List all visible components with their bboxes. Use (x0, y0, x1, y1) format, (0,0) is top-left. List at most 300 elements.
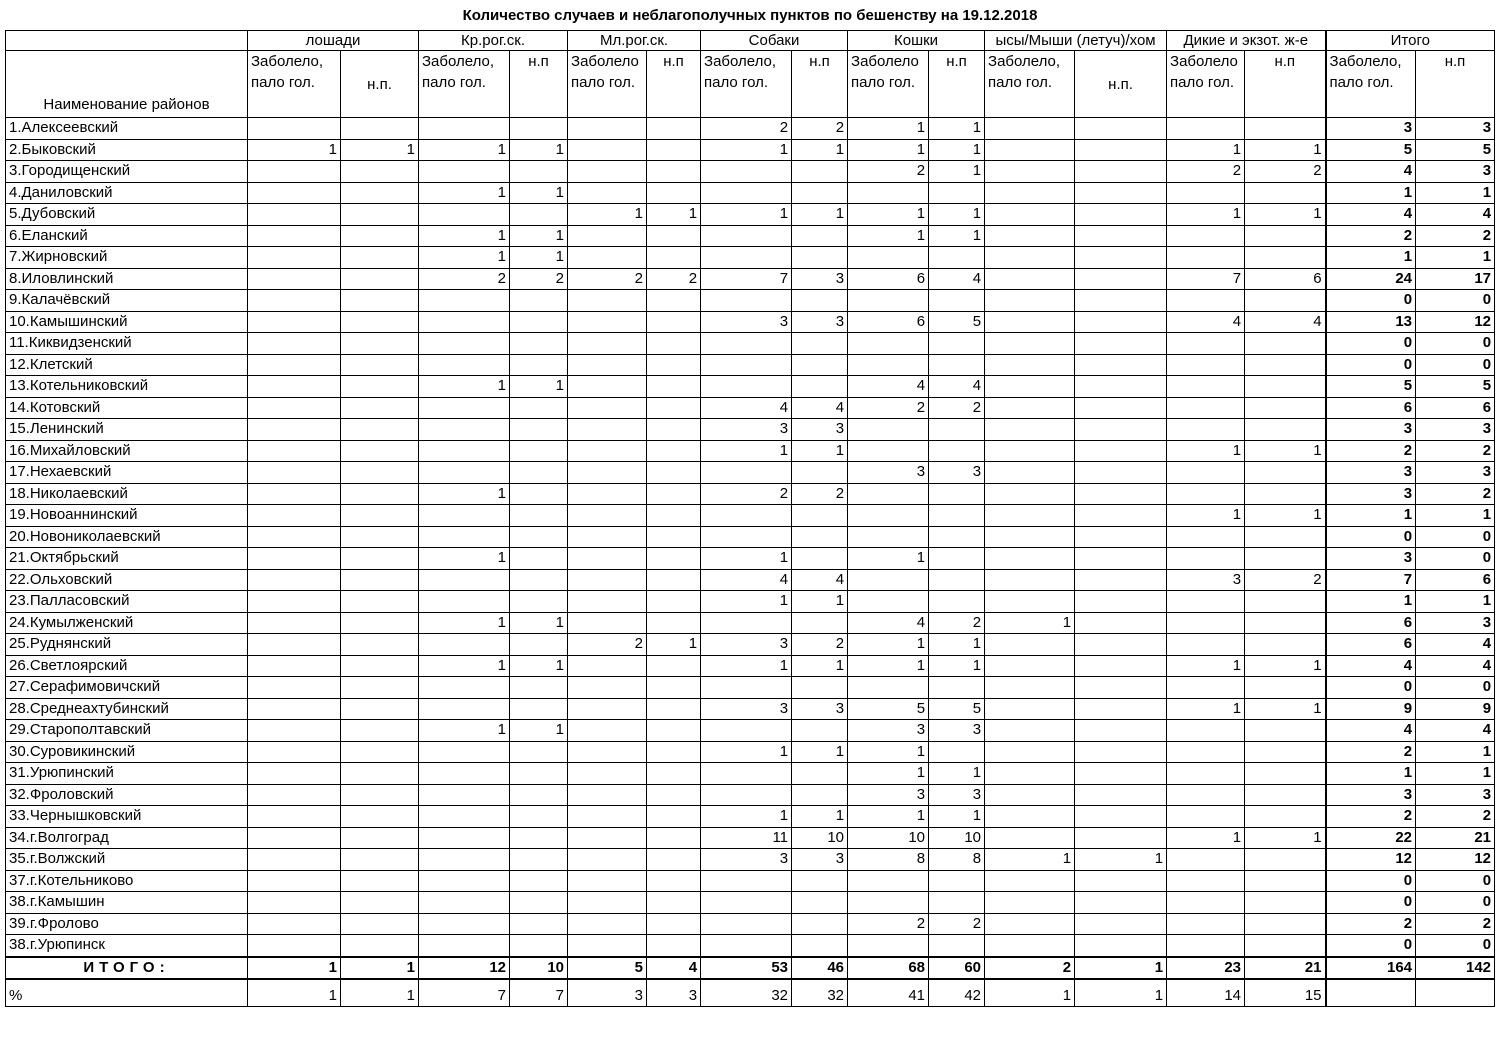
total-small-cattle-cases: 5 (568, 957, 647, 979)
cell-total-cases: 3 (1326, 483, 1416, 505)
cell-cats-points: 3 (929, 462, 985, 484)
cell-cattle-cases: 1 (419, 720, 510, 742)
cell-total-points: 1 (1416, 591, 1495, 613)
cell-horses-cases (248, 268, 341, 290)
cell-cats-points (929, 290, 985, 312)
cell-cattle-cases: 1 (419, 655, 510, 677)
cell-horses-cases (248, 612, 341, 634)
cell-small-cattle-cases (568, 483, 647, 505)
group-header-horses: лошади (248, 31, 419, 51)
cell-rodents-bats-cases (985, 462, 1075, 484)
cell-dogs-points (792, 247, 848, 269)
table-row (6, 849, 1495, 871)
cell-horses-points (341, 612, 419, 634)
cell-cats-cases: 1 (848, 655, 929, 677)
cell-rodents-bats-cases (985, 784, 1075, 806)
sub-header-points-cats: н.п (929, 51, 985, 118)
cell-dogs-points (792, 677, 848, 699)
cell-small-cattle-points: 1 (647, 634, 701, 656)
cell-cats-cases: 3 (848, 784, 929, 806)
cell-small-cattle-points (647, 139, 701, 161)
cell-cattle-points (510, 204, 568, 226)
cell-cattle-cases: 1 (419, 548, 510, 570)
cell-rodents-bats-points (1075, 569, 1167, 591)
cell-cattle-cases (419, 333, 510, 355)
cell-small-cattle-points (647, 720, 701, 742)
district-name: 38.г.Камышин (6, 892, 248, 914)
cell-wild-exotic-points (1245, 913, 1326, 935)
cell-horses-points (341, 655, 419, 677)
header-name-top (6, 31, 248, 51)
cell-wild-exotic-points: 2 (1245, 569, 1326, 591)
table-row (6, 870, 1495, 892)
cell-small-cattle-cases (568, 655, 647, 677)
district-name: 35.г.Волжский (6, 849, 248, 871)
cell-cats-points (929, 935, 985, 957)
cell-total-points: 1 (1416, 182, 1495, 204)
cell-wild-exotic-cases: 7 (1167, 268, 1245, 290)
cell-cattle-points: 1 (510, 720, 568, 742)
cell-horses-cases (248, 161, 341, 183)
cell-wild-exotic-points: 1 (1245, 204, 1326, 226)
cell-cattle-cases (419, 677, 510, 699)
cell-rodents-bats-points (1075, 870, 1167, 892)
cell-total-points: 0 (1416, 333, 1495, 355)
cell-total-points: 12 (1416, 311, 1495, 333)
cell-horses-cases (248, 118, 341, 140)
report-title: Количество случаев и неблагополучных пунктов по бешенству на 19.12.2018 (462, 7, 1038, 24)
cell-horses-points (341, 333, 419, 355)
cell-wild-exotic-cases (1167, 634, 1245, 656)
table-row (6, 569, 1495, 591)
cell-cats-points (929, 354, 985, 376)
cell-cattle-cases (419, 892, 510, 914)
cell-small-cattle-cases (568, 247, 647, 269)
cell-dogs-cases (701, 505, 792, 527)
cell-small-cattle-cases (568, 913, 647, 935)
cell-total-cases: 1 (1326, 247, 1416, 269)
cell-total-points: 1 (1416, 247, 1495, 269)
cell-horses-cases (248, 397, 341, 419)
district-name: 3.Городищенский (6, 161, 248, 183)
district-name: 16.Михайловский (6, 440, 248, 462)
cell-rodents-bats-cases (985, 204, 1075, 226)
cell-cats-cases: 1 (848, 806, 929, 828)
cell-total-points: 0 (1416, 290, 1495, 312)
cell-small-cattle-points (647, 892, 701, 914)
cell-cats-points: 1 (929, 161, 985, 183)
cell-total-cases: 6 (1326, 612, 1416, 634)
name-column-header: Наименование районов (6, 51, 248, 118)
cell-small-cattle-cases (568, 118, 647, 140)
cell-small-cattle-points (647, 333, 701, 355)
cell-wild-exotic-cases (1167, 806, 1245, 828)
cell-small-cattle-cases: 2 (568, 268, 647, 290)
cell-small-cattle-cases (568, 161, 647, 183)
cell-cats-points: 10 (929, 827, 985, 849)
table-row (6, 462, 1495, 484)
cell-total-cases: 2 (1326, 440, 1416, 462)
district-name: 7.Жирновский (6, 247, 248, 269)
cell-cattle-points: 1 (510, 655, 568, 677)
cell-small-cattle-cases (568, 569, 647, 591)
cell-cattle-points: 1 (510, 139, 568, 161)
cell-total-cases: 0 (1326, 526, 1416, 548)
cell-cattle-points: 1 (510, 612, 568, 634)
cell-horses-points (341, 182, 419, 204)
cell-small-cattle-points (647, 849, 701, 871)
cell-horses-points (341, 118, 419, 140)
cell-rodents-bats-points (1075, 806, 1167, 828)
cell-wild-exotic-points: 1 (1245, 440, 1326, 462)
cell-rodents-bats-cases (985, 161, 1075, 183)
table-row (6, 655, 1495, 677)
cell-dogs-cases (701, 333, 792, 355)
cell-horses-cases (248, 569, 341, 591)
cell-rodents-bats-cases (985, 698, 1075, 720)
cell-rodents-bats-points (1075, 182, 1167, 204)
cell-horses-points (341, 763, 419, 785)
table-row (6, 806, 1495, 828)
cell-cats-points (929, 548, 985, 570)
cell-wild-exotic-cases (1167, 419, 1245, 441)
cell-horses-points (341, 569, 419, 591)
cell-cats-cases (848, 290, 929, 312)
cell-small-cattle-points: 1 (647, 204, 701, 226)
table-row (6, 612, 1495, 634)
cell-rodents-bats-points (1075, 741, 1167, 763)
cell-dogs-points (792, 548, 848, 570)
cell-rodents-bats-points (1075, 354, 1167, 376)
cell-rodents-bats-points (1075, 333, 1167, 355)
district-name: 24.Кумылженский (6, 612, 248, 634)
cell-total-cases: 2 (1326, 741, 1416, 763)
cell-cats-points (929, 483, 985, 505)
cell-rodents-bats-points: 1 (1075, 849, 1167, 871)
percent-dogs-cases: 32 (701, 979, 792, 1007)
cell-rodents-bats-cases (985, 569, 1075, 591)
cell-horses-cases (248, 182, 341, 204)
cell-total-cases: 7 (1326, 569, 1416, 591)
percent-dogs-points: 32 (792, 979, 848, 1007)
table-row (6, 118, 1495, 140)
cell-dogs-cases: 11 (701, 827, 792, 849)
cell-rodents-bats-points (1075, 139, 1167, 161)
cell-cats-cases: 10 (848, 827, 929, 849)
cell-small-cattle-cases (568, 784, 647, 806)
total-row (6, 957, 1495, 979)
cell-small-cattle-cases (568, 591, 647, 613)
cell-rodents-bats-points (1075, 784, 1167, 806)
cell-horses-points (341, 290, 419, 312)
cell-cats-cases (848, 440, 929, 462)
total-dogs-points: 46 (792, 957, 848, 979)
cell-cats-cases (848, 354, 929, 376)
cell-cattle-points: 1 (510, 225, 568, 247)
cell-total-points: 1 (1416, 763, 1495, 785)
district-name: 14.Котовский (6, 397, 248, 419)
table-row (6, 333, 1495, 355)
cell-rodents-bats-cases (985, 247, 1075, 269)
cell-dogs-cases (701, 913, 792, 935)
rabies-table (5, 30, 1495, 1007)
cell-small-cattle-cases (568, 440, 647, 462)
cell-rodents-bats-cases (985, 290, 1075, 312)
sub-header-points-cattle: н.п (510, 51, 568, 118)
table-row (6, 634, 1495, 656)
cell-rodents-bats-cases (985, 354, 1075, 376)
cell-cattle-cases: 1 (419, 376, 510, 398)
cell-small-cattle-cases (568, 526, 647, 548)
percent-cats-points: 42 (929, 979, 985, 1007)
district-name: 27.Серафимовичский (6, 677, 248, 699)
cell-total-points: 3 (1416, 784, 1495, 806)
cell-horses-points (341, 634, 419, 656)
cell-wild-exotic-cases: 2 (1167, 161, 1245, 183)
cell-small-cattle-points (647, 483, 701, 505)
cell-dogs-cases: 3 (701, 849, 792, 871)
cell-total-cases: 9 (1326, 698, 1416, 720)
cell-horses-cases (248, 354, 341, 376)
cell-horses-points (341, 806, 419, 828)
cell-cattle-cases (419, 526, 510, 548)
district-name: 4.Даниловский (6, 182, 248, 204)
cell-cattle-cases: 1 (419, 483, 510, 505)
cell-total-cases: 3 (1326, 784, 1416, 806)
cell-horses-cases (248, 376, 341, 398)
cell-cattle-cases (419, 935, 510, 957)
cell-horses-cases (248, 827, 341, 849)
cell-cattle-points (510, 548, 568, 570)
cell-cats-points: 1 (929, 204, 985, 226)
cell-small-cattle-cases (568, 763, 647, 785)
cell-small-cattle-cases (568, 139, 647, 161)
total-cattle-cases: 12 (419, 957, 510, 979)
cell-cattle-cases (419, 741, 510, 763)
cell-dogs-points: 1 (792, 655, 848, 677)
cell-horses-cases (248, 311, 341, 333)
cell-total-points: 0 (1416, 892, 1495, 914)
cell-cats-cases: 4 (848, 612, 929, 634)
percent-cattle-points: 7 (510, 979, 568, 1007)
cell-rodents-bats-points (1075, 118, 1167, 140)
cell-dogs-cases: 1 (701, 655, 792, 677)
cell-wild-exotic-points (1245, 741, 1326, 763)
district-name: 13.Котельниковский (6, 376, 248, 398)
cell-cattle-cases: 1 (419, 247, 510, 269)
cell-cats-points: 1 (929, 634, 985, 656)
cell-cattle-cases (419, 419, 510, 441)
cell-cats-points (929, 892, 985, 914)
cell-rodents-bats-points (1075, 483, 1167, 505)
cell-dogs-points (792, 376, 848, 398)
cell-cats-points: 4 (929, 376, 985, 398)
cell-dogs-points (792, 720, 848, 742)
cell-wild-exotic-points: 4 (1245, 311, 1326, 333)
percent-total-cases (1326, 979, 1416, 1007)
cell-total-points: 6 (1416, 397, 1495, 419)
cell-cattle-points (510, 462, 568, 484)
total-rodents-bats-points: 1 (1075, 957, 1167, 979)
cell-dogs-points: 3 (792, 849, 848, 871)
cell-cats-points (929, 333, 985, 355)
sub-header-points-rodents-bats: н.п. (1075, 51, 1167, 118)
cell-cattle-points (510, 591, 568, 613)
cell-small-cattle-points (647, 763, 701, 785)
cell-total-cases: 4 (1326, 720, 1416, 742)
cell-wild-exotic-points (1245, 720, 1326, 742)
cell-rodents-bats-cases (985, 376, 1075, 398)
cell-small-cattle-points (647, 440, 701, 462)
cell-horses-cases (248, 290, 341, 312)
table-row (6, 268, 1495, 290)
cell-rodents-bats-points (1075, 397, 1167, 419)
cell-dogs-cases: 1 (701, 440, 792, 462)
cell-total-cases: 1 (1326, 505, 1416, 527)
group-header-dogs: Собаки (701, 31, 848, 51)
cell-wild-exotic-points: 1 (1245, 827, 1326, 849)
cell-small-cattle-cases (568, 182, 647, 204)
cell-wild-exotic-points (1245, 397, 1326, 419)
cell-wild-exotic-cases (1167, 290, 1245, 312)
cell-wild-exotic-points (1245, 354, 1326, 376)
cell-small-cattle-cases (568, 333, 647, 355)
cell-cats-cases (848, 591, 929, 613)
cell-rodents-bats-cases (985, 419, 1075, 441)
cell-total-cases: 0 (1326, 935, 1416, 957)
cell-wild-exotic-cases (1167, 247, 1245, 269)
cell-cattle-cases (419, 161, 510, 183)
cell-wild-exotic-points (1245, 333, 1326, 355)
cell-cattle-points (510, 505, 568, 527)
cell-wild-exotic-cases (1167, 741, 1245, 763)
cell-horses-points (341, 462, 419, 484)
cell-dogs-points (792, 612, 848, 634)
cell-wild-exotic-points (1245, 612, 1326, 634)
cell-wild-exotic-cases (1167, 612, 1245, 634)
cell-horses-cases (248, 247, 341, 269)
cell-horses-cases (248, 806, 341, 828)
cell-small-cattle-cases (568, 741, 647, 763)
cell-dogs-points: 1 (792, 741, 848, 763)
cell-cats-points (929, 526, 985, 548)
cell-total-cases: 0 (1326, 354, 1416, 376)
cell-cattle-points (510, 784, 568, 806)
total-horses-cases: 1 (248, 957, 341, 979)
cell-small-cattle-cases (568, 892, 647, 914)
cell-wild-exotic-cases: 1 (1167, 204, 1245, 226)
cell-small-cattle-cases (568, 311, 647, 333)
cell-dogs-points: 1 (792, 440, 848, 462)
cell-wild-exotic-cases: 1 (1167, 139, 1245, 161)
cell-cats-cases: 3 (848, 720, 929, 742)
cell-dogs-cases (701, 870, 792, 892)
cell-small-cattle-cases (568, 462, 647, 484)
percent-total-points (1416, 979, 1495, 1007)
district-name: 33.Чернышковский (6, 806, 248, 828)
table-row (6, 591, 1495, 613)
cell-horses-points (341, 247, 419, 269)
table-row (6, 204, 1495, 226)
table-row (6, 440, 1495, 462)
cell-horses-points (341, 397, 419, 419)
total-cats-cases: 68 (848, 957, 929, 979)
total-small-cattle-points: 4 (647, 957, 701, 979)
sub-header-cases-small-cattle: Заболело пало гол. (568, 51, 647, 118)
district-name: 12.Клетский (6, 354, 248, 376)
cell-dogs-points (792, 161, 848, 183)
cell-cattle-cases (419, 204, 510, 226)
district-name: 38.г.Урюпинск (6, 935, 248, 957)
group-header-rodents-bats: ысы/Мыши (летуч)/хом (985, 31, 1167, 51)
cell-cattle-points (510, 333, 568, 355)
cell-small-cattle-cases (568, 376, 647, 398)
table-row (6, 892, 1495, 914)
cell-dogs-points: 4 (792, 569, 848, 591)
cell-cats-cases: 1 (848, 139, 929, 161)
cell-total-points: 6 (1416, 569, 1495, 591)
cell-total-points: 5 (1416, 139, 1495, 161)
cell-total-points: 4 (1416, 204, 1495, 226)
total-rodents-bats-cases: 2 (985, 957, 1075, 979)
cell-wild-exotic-points: 1 (1245, 139, 1326, 161)
cell-cats-cases: 4 (848, 376, 929, 398)
sub-header-cases-total: Заболело, пало гол. (1326, 51, 1416, 118)
cell-cats-points: 2 (929, 913, 985, 935)
cell-horses-points (341, 698, 419, 720)
cell-cats-cases (848, 935, 929, 957)
cell-cats-points (929, 505, 985, 527)
cell-dogs-cases: 1 (701, 139, 792, 161)
cell-wild-exotic-points (1245, 182, 1326, 204)
cell-cats-points: 1 (929, 763, 985, 785)
cell-wild-exotic-points (1245, 118, 1326, 140)
cell-dogs-cases: 7 (701, 268, 792, 290)
cell-rodents-bats-points (1075, 290, 1167, 312)
cell-wild-exotic-points (1245, 870, 1326, 892)
cell-dogs-points: 1 (792, 806, 848, 828)
cell-cats-cases (848, 182, 929, 204)
cell-rodents-bats-points (1075, 548, 1167, 570)
cell-wild-exotic-cases (1167, 397, 1245, 419)
table-row (6, 548, 1495, 570)
cell-total-cases: 5 (1326, 376, 1416, 398)
cell-cattle-cases (419, 698, 510, 720)
cell-total-cases: 2 (1326, 806, 1416, 828)
cell-cattle-cases: 1 (419, 612, 510, 634)
sub-header-points-small-cattle: н.п (647, 51, 701, 118)
cell-small-cattle-points (647, 419, 701, 441)
table-row (6, 763, 1495, 785)
cell-small-cattle-points (647, 505, 701, 527)
cell-wild-exotic-points: 1 (1245, 698, 1326, 720)
cell-cattle-cases (419, 505, 510, 527)
header-group-row (6, 31, 1495, 51)
cell-cats-points: 3 (929, 720, 985, 742)
cell-total-points: 2 (1416, 440, 1495, 462)
cell-total-cases: 2 (1326, 225, 1416, 247)
cell-rodents-bats-points (1075, 698, 1167, 720)
cell-total-points: 1 (1416, 741, 1495, 763)
cell-horses-points (341, 505, 419, 527)
table-row (6, 419, 1495, 441)
cell-small-cattle-points (647, 935, 701, 957)
cell-horses-points (341, 548, 419, 570)
sub-header-cases-dogs: Заболело, пало гол. (701, 51, 792, 118)
cell-horses-points (341, 354, 419, 376)
cell-total-cases: 1 (1326, 763, 1416, 785)
cell-cattle-points (510, 397, 568, 419)
